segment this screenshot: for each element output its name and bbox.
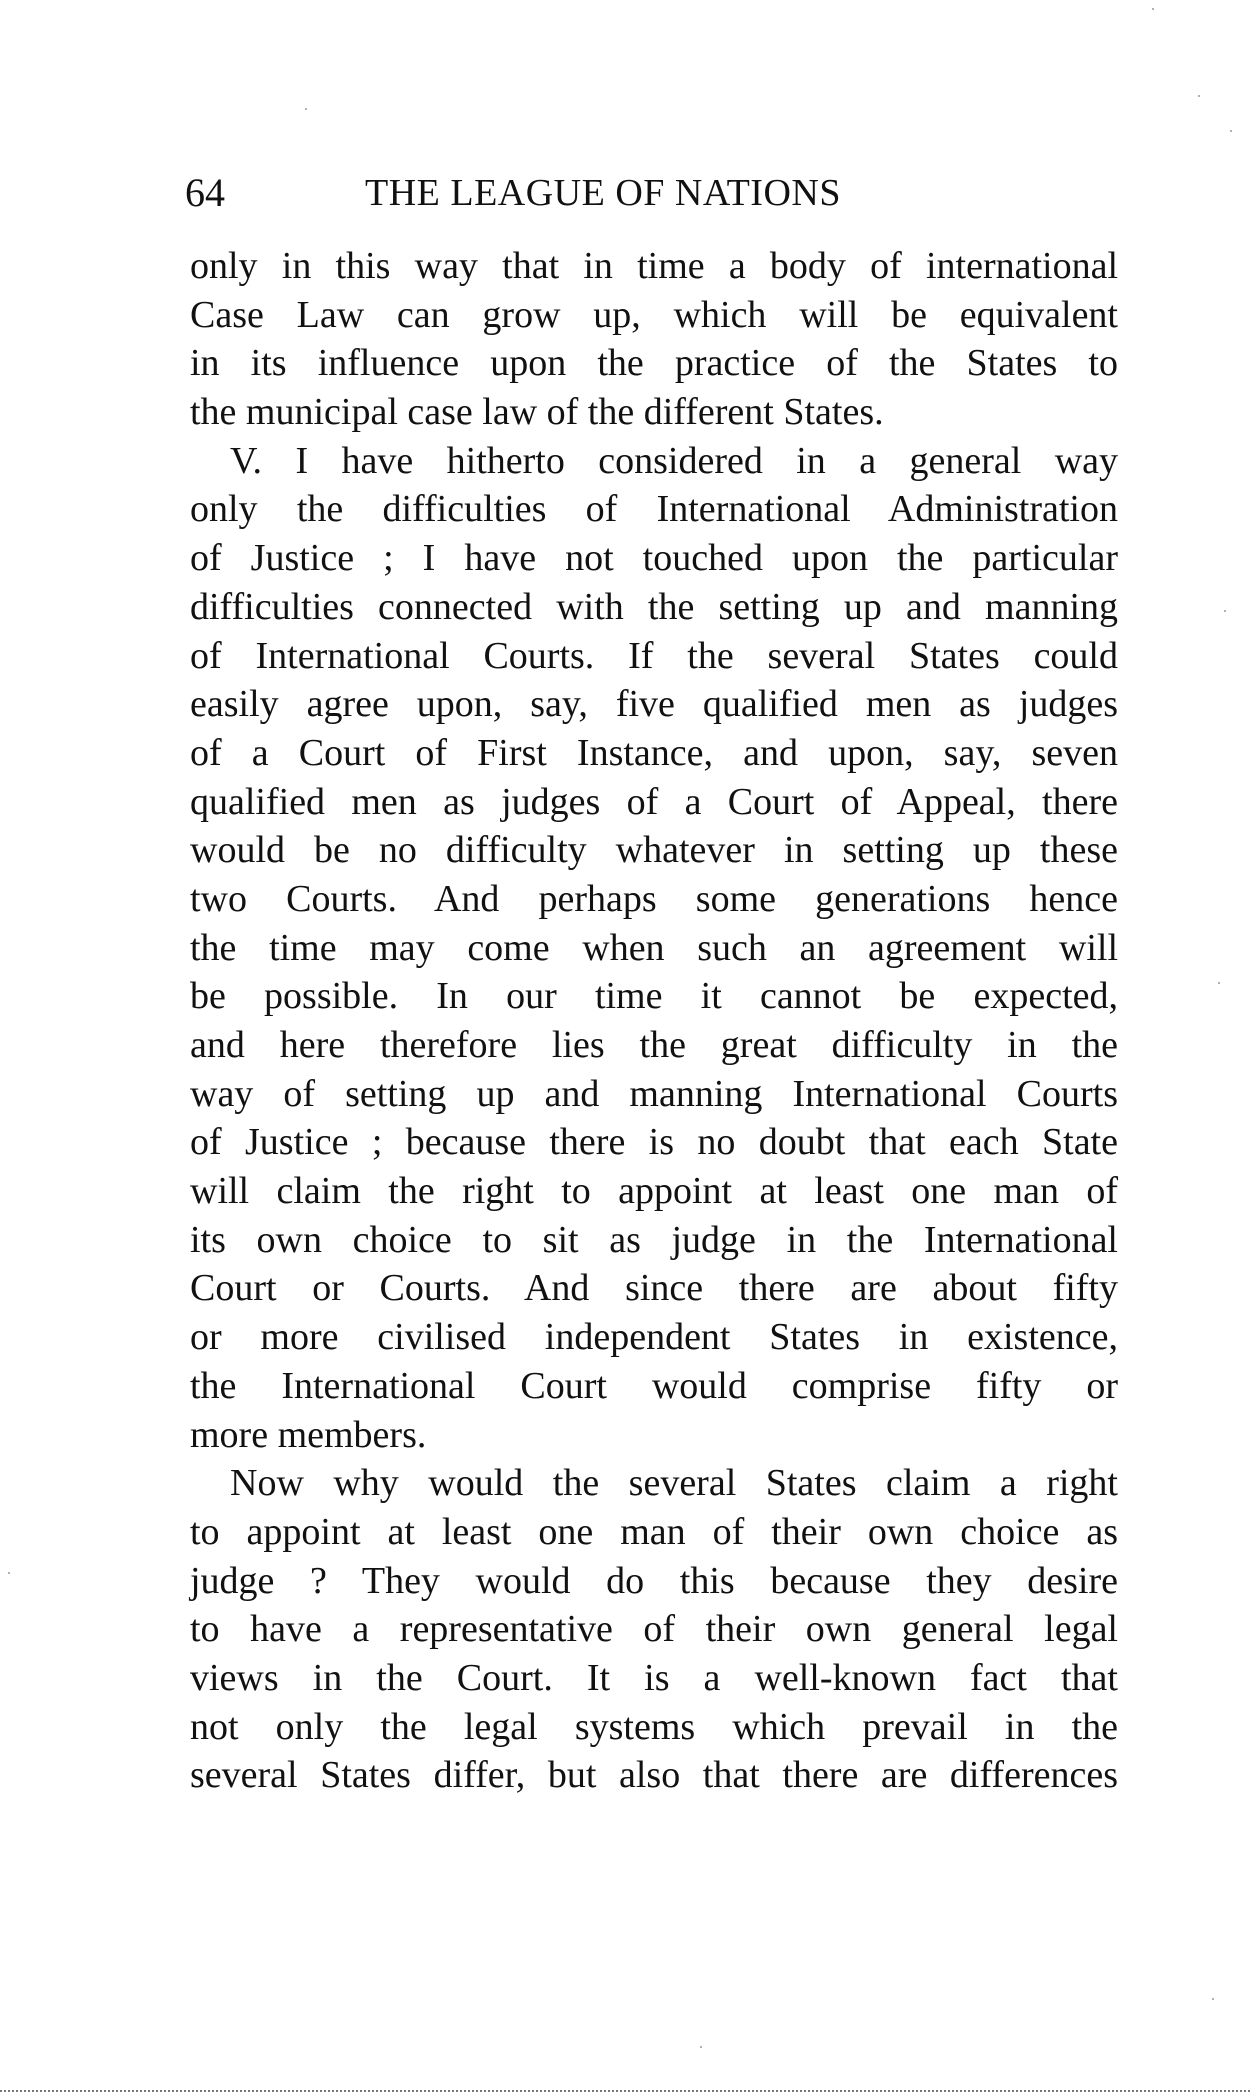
text-line: two Courts. And perhaps some generations hence <box>190 877 1118 920</box>
text-line: its own choice to sit as judge in the International <box>190 1218 1118 1261</box>
text-line: of Justice ; because there is no doubt that each State <box>190 1121 1118 1164</box>
scan-edge-rule <box>0 2090 1250 2092</box>
scan-speck <box>1224 610 1226 612</box>
text-line: and here therefore lies the great difficulty in the <box>190 1024 1118 1066</box>
text-line: views in the Court. It is a well-known fact that <box>190 1656 1118 1699</box>
scan-speck <box>1152 8 1154 10</box>
text-line: easily agree upon, say, five qualified men as judges <box>190 683 1118 726</box>
body-text <box>190 242 1118 1800</box>
scan-speck <box>1230 130 1232 132</box>
text-line: of a Court of First Instance, and upon, say, seven <box>190 731 1118 774</box>
scan-speck <box>1218 982 1220 984</box>
text-line: of Justice ; I have not touched upon the particular <box>190 537 1118 580</box>
scan-speck <box>8 1572 10 1574</box>
text-line: Now why would the several States claim a right <box>230 1462 1118 1505</box>
text-line: V. I have hitherto considered in a general way <box>230 439 1118 482</box>
text-line: Court or Courts. And since there are about fifty <box>190 1267 1118 1310</box>
text-line: of International Courts. If the several States could <box>190 634 1118 677</box>
text-line: to have a representative of their own general legal <box>190 1608 1118 1651</box>
text-line: or more civilised independent States in existence, <box>190 1316 1118 1359</box>
text-line: the International Court would comprise fifty or <box>190 1364 1118 1407</box>
text-line: way of setting up and manning International Courts <box>190 1072 1118 1115</box>
text-line: difficulties connected with the setting up and manning <box>190 585 1118 628</box>
page-header <box>185 168 1125 218</box>
text-line: not only the legal systems which prevail in the <box>190 1705 1118 1748</box>
text-line: only the difficulties of International Administration <box>190 488 1118 531</box>
page-number: 64 <box>185 170 225 215</box>
text-line: several States differ, but also that there are differences <box>190 1754 1118 1797</box>
text-line: only in this way that in time a body of international <box>190 245 1118 287</box>
text-line: judge ? They would do this because they desire <box>190 1559 1118 1602</box>
text-line: in its influence upon the practice of the States to <box>190 342 1118 385</box>
scan-speck <box>305 108 307 110</box>
text-line: more members. <box>190 1413 427 1456</box>
text-line: the municipal case law of the different States. <box>190 391 884 434</box>
text-line: the time may come when such an agreement will <box>190 926 1118 969</box>
text-line: be possible. In our time it cannot be expected, <box>190 975 1118 1018</box>
text-line: Case Law can grow up, which will be equivalent <box>190 293 1118 336</box>
text-line: to appoint at least one man of their own choice as <box>190 1510 1118 1553</box>
text-line: will claim the right to appoint at least one man of <box>190 1170 1118 1213</box>
running-title: THE LEAGUE OF NATIONS <box>365 172 841 214</box>
scan-speck <box>700 2046 702 2048</box>
text-line: qualified men as judges of a Court of Appeal, there <box>190 780 1118 823</box>
scan-speck <box>1198 95 1200 97</box>
scan-speck <box>1212 1998 1214 2000</box>
text-line: would be no difficulty whatever in setting up these <box>190 829 1118 872</box>
